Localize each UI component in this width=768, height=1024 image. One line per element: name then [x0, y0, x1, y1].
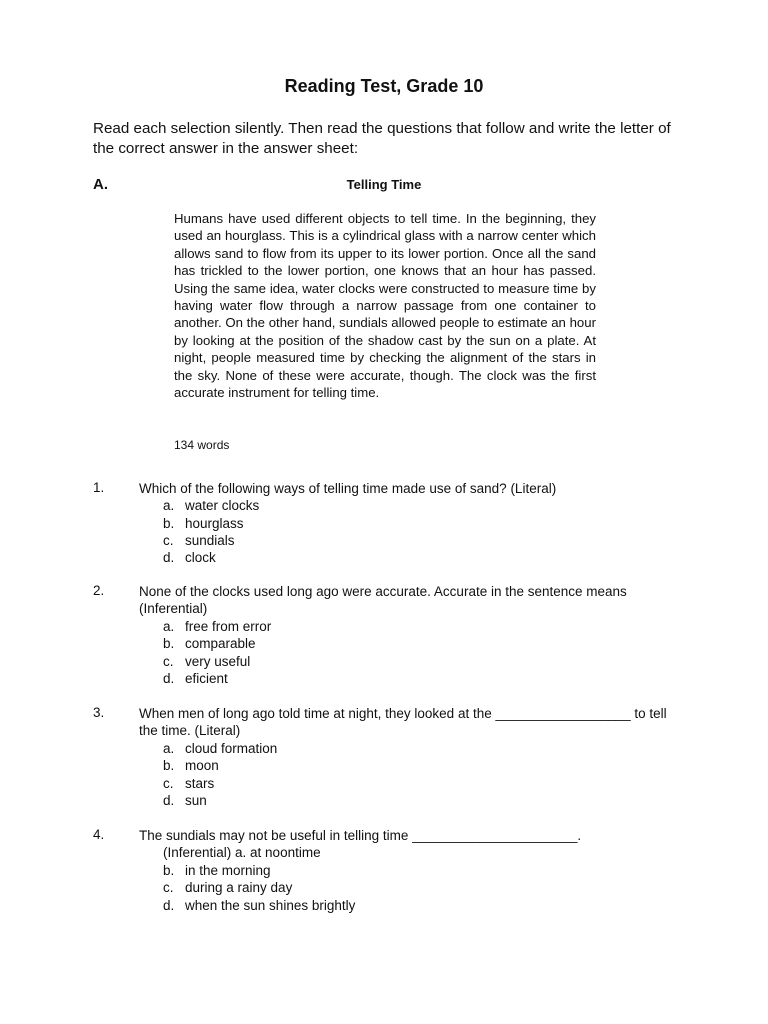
passage-title: Telling Time — [346, 177, 422, 192]
question-number: 4. — [93, 827, 105, 842]
answer-option[interactable] — [163, 775, 214, 792]
option-letter: d. — [163, 793, 175, 808]
question-number: 1. — [93, 480, 105, 495]
instructions: Read each selection silently. Then read the questions that follow and write the letter of the correct answer in the answer sheet: — [93, 120, 671, 157]
option-text: eficient — [185, 671, 228, 686]
option-text: clock — [185, 550, 216, 565]
word-count: 134 words — [174, 438, 230, 452]
option-text: during a rainy day — [185, 880, 293, 895]
option-letter: b. — [163, 863, 175, 878]
option-text: free from error — [185, 619, 272, 634]
answer-option[interactable] — [163, 879, 292, 896]
question-text: When men of long ago told time at night, they looked at the __________________ to tell the time. (Literal) — [139, 706, 667, 739]
option-text: very useful — [185, 654, 251, 669]
answer-option[interactable] — [163, 897, 355, 914]
option-letter: d. — [163, 550, 175, 565]
option-letter: d. — [163, 898, 175, 913]
question-text-continued: (Inferential) a. at noontime — [163, 845, 321, 860]
option-letter: a. — [163, 741, 175, 756]
question-text: Which of the following ways of telling time made use of sand? (Literal) — [139, 481, 557, 496]
option-letter: b. — [163, 636, 175, 651]
answer-option[interactable] — [163, 635, 256, 652]
option-letter: a. — [163, 498, 175, 513]
option-letter: c. — [163, 654, 174, 669]
option-letter: a. — [163, 619, 175, 634]
answer-option[interactable] — [163, 757, 219, 774]
page-title: Reading Test, Grade 10 — [284, 76, 484, 96]
option-text: when the sun shines brightly — [185, 898, 356, 913]
option-letter: b. — [163, 758, 175, 773]
question-number: 2. — [93, 583, 105, 598]
option-letter: c. — [163, 533, 174, 548]
option-text: cloud formation — [185, 741, 278, 756]
answer-option[interactable] — [163, 792, 207, 809]
option-text: water clocks — [185, 498, 260, 513]
option-text: comparable — [185, 636, 256, 651]
answer-option[interactable] — [163, 549, 216, 566]
option-letter: c. — [163, 776, 174, 791]
answer-option[interactable] — [163, 653, 250, 670]
answer-option[interactable] — [163, 740, 277, 757]
question-text: None of the clocks used long ago were accurate. Accurate in the sentence means (Inferential) — [139, 584, 627, 617]
option-text: sundials — [185, 533, 235, 548]
option-text: hourglass — [185, 516, 244, 531]
answer-option[interactable] — [163, 497, 259, 514]
question-text: The sundials may not be useful in telling time ______________________. — [139, 828, 582, 843]
option-letter: c. — [163, 880, 174, 895]
section-letter: A. — [93, 176, 108, 193]
answer-option[interactable] — [163, 862, 271, 879]
answer-option[interactable] — [163, 515, 244, 532]
option-letter: d. — [163, 671, 175, 686]
option-text: in the morning — [185, 863, 271, 878]
option-text: stars — [185, 776, 215, 791]
answer-option[interactable] — [163, 618, 271, 635]
question-number: 3. — [93, 705, 105, 720]
passage-text: Humans have used different objects to tell time. In the beginning, they used an hourglass. This is a cylindrical glass with a narrow center which allows sand to flow from its upper to its lower portion. Once all the sand has trickled to the lower portion, one knows that an hour has passed. Using the same idea, water clocks were constructed to measure time by having water flow through a narrow passage from one container to another. On the other hand, sundials allowed people to estimate an hour by looking at the position of the shadow cast by the sun on a plate. At night, people measured time by checking the alignment of the stars in the sky. None of these were accurate, though. The clock was the first accurate instrument for telling time. — [174, 211, 596, 401]
option-text: sun — [185, 793, 207, 808]
answer-option[interactable] — [163, 532, 235, 549]
option-text: moon — [185, 758, 219, 773]
option-letter: b. — [163, 516, 175, 531]
answer-option[interactable] — [163, 670, 228, 687]
